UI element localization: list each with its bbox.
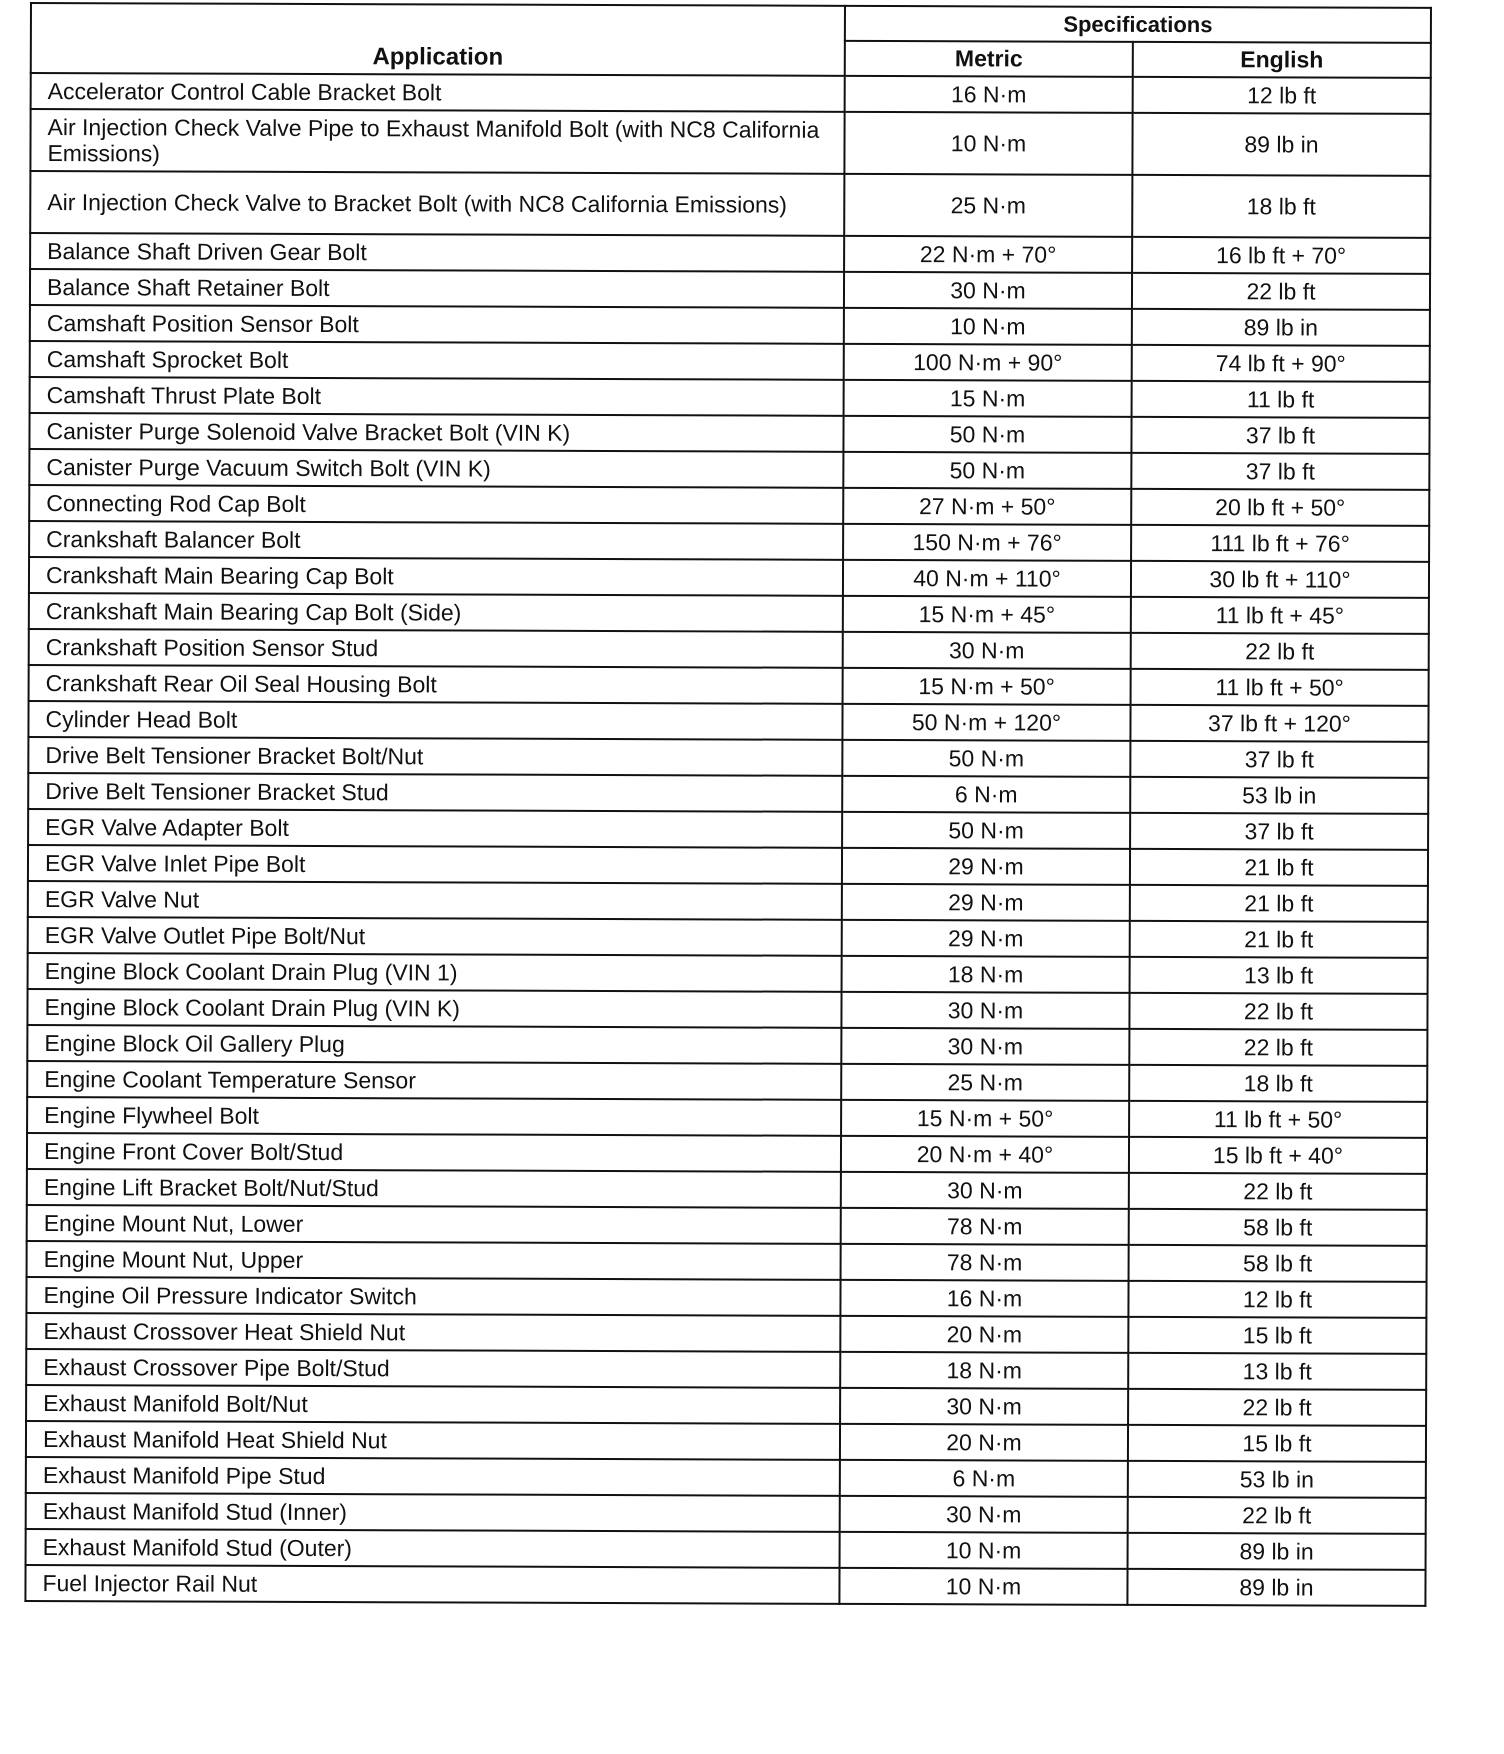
application-cell: EGR Valve Nut — [28, 881, 842, 920]
table-row — [29, 665, 1429, 706]
application-cell: Exhaust Crossover Heat Shield Nut — [26, 1313, 840, 1352]
table-row — [31, 73, 1431, 114]
english-value-cell: 37 lb ft — [1130, 741, 1428, 778]
english-value-cell: 11 lb ft + 50° — [1131, 669, 1429, 706]
metric-value-cell: 150 N·m + 76° — [843, 524, 1131, 561]
metric-value-cell: 30 N·m — [840, 1496, 1128, 1533]
metric-value-cell: 15 N·m + 50° — [841, 1100, 1129, 1137]
application-cell: Engine Block Coolant Drain Plug (VIN K) — [27, 989, 841, 1028]
table-row — [29, 557, 1429, 598]
table-row — [26, 1277, 1426, 1318]
metric-value-cell: 40 N·m + 110° — [843, 560, 1131, 597]
metric-value-cell: 6 N·m — [842, 776, 1130, 813]
metric-value-cell: 20 N·m + 40° — [841, 1136, 1129, 1173]
table-row — [27, 1025, 1427, 1066]
table-row — [27, 1061, 1427, 1102]
metric-value-cell: 6 N·m — [840, 1460, 1128, 1497]
application-cell: Crankshaft Position Sensor Stud — [29, 629, 843, 668]
metric-value-cell: 29 N·m — [842, 848, 1130, 885]
metric-value-cell: 18 N·m — [842, 956, 1130, 993]
metric-value-cell: 15 N·m + 50° — [843, 668, 1131, 705]
application-cell: Exhaust Manifold Stud (Inner) — [26, 1493, 840, 1532]
english-value-cell: 89 lb in — [1127, 1569, 1425, 1606]
application-cell: Drive Belt Tensioner Bracket Bolt/Nut — [28, 737, 842, 776]
table-row — [25, 1565, 1425, 1606]
application-cell: Canister Purge Vacuum Switch Bolt (VIN K) — [29, 449, 843, 488]
english-value-cell: 22 lb ft — [1129, 1173, 1427, 1210]
english-value-cell: 11 lb ft — [1132, 381, 1430, 418]
english-value-cell: 11 lb ft + 45° — [1131, 597, 1429, 634]
english-value-cell: 37 lb ft — [1130, 813, 1428, 850]
table-row — [26, 1457, 1426, 1498]
english-value-cell: 22 lb ft — [1129, 993, 1427, 1030]
metric-value-cell: 25 N·m — [844, 174, 1132, 237]
table-row — [26, 1421, 1426, 1462]
application-cell: Cylinder Head Bolt — [28, 701, 842, 740]
table-row — [28, 845, 1428, 886]
english-value-cell: 22 lb ft — [1131, 633, 1429, 670]
application-cell: Crankshaft Rear Oil Seal Housing Bolt — [29, 665, 843, 704]
column-header-english: English — [1133, 42, 1431, 78]
metric-value-cell: 50 N·m + 120° — [842, 704, 1130, 741]
metric-value-cell: 30 N·m — [840, 1388, 1128, 1425]
english-value-cell: 12 lb ft — [1128, 1281, 1426, 1318]
table-body — [25, 73, 1430, 1606]
table-row — [27, 989, 1427, 1030]
english-value-cell: 37 lb ft + 120° — [1130, 705, 1428, 742]
application-cell: Engine Front Cover Bolt/Stud — [27, 1133, 841, 1172]
application-cell: Exhaust Manifold Pipe Stud — [26, 1457, 840, 1496]
english-value-cell: 58 lb ft — [1129, 1245, 1427, 1282]
english-value-cell: 22 lb ft — [1129, 1029, 1427, 1066]
english-value-cell: 15 lb ft — [1128, 1425, 1426, 1462]
english-value-cell: 89 lb in — [1132, 309, 1430, 346]
column-header-specifications: Specifications — [845, 6, 1431, 43]
application-cell: Exhaust Manifold Bolt/Nut — [26, 1385, 840, 1424]
application-cell: Exhaust Crossover Pipe Bolt/Stud — [26, 1349, 840, 1388]
table-row — [26, 1313, 1426, 1354]
metric-value-cell: 30 N·m — [844, 272, 1132, 309]
table-row — [28, 881, 1428, 922]
english-value-cell: 15 lb ft — [1128, 1317, 1426, 1354]
english-value-cell: 18 lb ft — [1132, 175, 1430, 238]
table-row — [27, 1241, 1427, 1282]
application-cell: Air Injection Check Valve to Bracket Bolt (with NC8 California Emissions) — [30, 171, 844, 236]
table-row — [29, 485, 1429, 526]
metric-value-cell: 30 N·m — [843, 632, 1131, 669]
english-value-cell: 58 lb ft — [1129, 1209, 1427, 1246]
application-cell: Canister Purge Solenoid Valve Bracket Bolt (VIN K) — [29, 413, 843, 452]
english-value-cell: 53 lb in — [1130, 777, 1428, 814]
metric-value-cell: 78 N·m — [841, 1244, 1129, 1281]
english-value-cell: 20 lb ft + 50° — [1131, 489, 1429, 526]
metric-value-cell: 10 N·m — [844, 308, 1132, 345]
english-value-cell: 53 lb in — [1128, 1461, 1426, 1498]
english-value-cell: 22 lb ft — [1128, 1389, 1426, 1426]
english-value-cell: 13 lb ft — [1130, 957, 1428, 994]
metric-value-cell: 50 N·m — [842, 740, 1130, 777]
application-cell: Camshaft Position Sensor Bolt — [30, 305, 844, 344]
metric-value-cell: 20 N·m — [840, 1424, 1128, 1461]
application-cell: Exhaust Manifold Heat Shield Nut — [26, 1421, 840, 1460]
application-cell: Engine Oil Pressure Indicator Switch — [26, 1277, 840, 1316]
english-value-cell: 21 lb ft — [1130, 921, 1428, 958]
table-row — [28, 917, 1428, 958]
application-cell: Engine Mount Nut, Lower — [27, 1205, 841, 1244]
table-row — [28, 773, 1428, 814]
metric-value-cell: 25 N·m — [841, 1064, 1129, 1101]
metric-value-cell: 20 N·m — [840, 1316, 1128, 1353]
english-value-cell: 89 lb in — [1132, 113, 1430, 176]
application-cell: EGR Valve Outlet Pipe Bolt/Nut — [28, 917, 842, 956]
english-value-cell: 12 lb ft — [1133, 77, 1431, 114]
table-row — [27, 1133, 1427, 1174]
metric-value-cell: 30 N·m — [841, 992, 1129, 1029]
application-cell: Engine Lift Bracket Bolt/Nut/Stud — [27, 1169, 841, 1208]
application-cell: EGR Valve Adapter Bolt — [28, 809, 842, 848]
english-value-cell: 22 lb ft — [1128, 1497, 1426, 1534]
table-row — [30, 233, 1430, 274]
application-cell: Camshaft Sprocket Bolt — [30, 341, 844, 380]
english-value-cell: 21 lb ft — [1130, 885, 1428, 922]
english-value-cell: 15 lb ft + 40° — [1129, 1137, 1427, 1174]
torque-spec-table — [24, 2, 1432, 1607]
english-value-cell: 22 lb ft — [1132, 273, 1430, 310]
english-value-cell: 11 lb ft + 50° — [1129, 1101, 1427, 1138]
table-row — [30, 305, 1430, 346]
metric-value-cell: 16 N·m — [840, 1280, 1128, 1317]
english-value-cell: 13 lb ft — [1128, 1353, 1426, 1390]
table-row — [30, 109, 1430, 176]
metric-value-cell: 78 N·m — [841, 1208, 1129, 1245]
table-row — [27, 1169, 1427, 1210]
application-cell: Fuel Injector Rail Nut — [25, 1565, 839, 1604]
english-value-cell: 37 lb ft — [1131, 453, 1429, 490]
application-cell: Engine Block Coolant Drain Plug (VIN 1) — [28, 953, 842, 992]
application-cell: Accelerator Control Cable Bracket Bolt — [31, 73, 845, 112]
table-row — [29, 593, 1429, 634]
metric-value-cell: 18 N·m — [840, 1352, 1128, 1389]
english-value-cell: 111 lb ft + 76° — [1131, 525, 1429, 562]
application-cell: EGR Valve Inlet Pipe Bolt — [28, 845, 842, 884]
application-cell: Crankshaft Balancer Bolt — [29, 521, 843, 560]
table-row — [26, 1385, 1426, 1426]
english-value-cell: 21 lb ft — [1130, 849, 1428, 886]
metric-value-cell: 16 N·m — [845, 76, 1133, 113]
table-row — [30, 341, 1430, 382]
english-value-cell: 89 lb in — [1128, 1533, 1426, 1570]
metric-value-cell: 29 N·m — [842, 884, 1130, 921]
english-value-cell: 74 lb ft + 90° — [1132, 345, 1430, 382]
application-cell: Engine Block Oil Gallery Plug — [27, 1025, 841, 1064]
application-cell: Exhaust Manifold Stud (Outer) — [26, 1529, 840, 1568]
table-row — [29, 413, 1429, 454]
application-cell: Connecting Rod Cap Bolt — [29, 485, 843, 524]
table-row — [29, 521, 1429, 562]
application-cell: Balance Shaft Driven Gear Bolt — [30, 233, 844, 272]
table-row — [28, 953, 1428, 994]
metric-value-cell: 50 N·m — [843, 416, 1131, 453]
application-cell: Engine Flywheel Bolt — [27, 1097, 841, 1136]
application-cell: Crankshaft Main Bearing Cap Bolt — [29, 557, 843, 596]
metric-value-cell: 30 N·m — [841, 1028, 1129, 1065]
metric-value-cell: 29 N·m — [842, 920, 1130, 957]
table-row — [28, 809, 1428, 850]
metric-value-cell: 15 N·m + 45° — [843, 596, 1131, 633]
table-row — [30, 377, 1430, 418]
column-header-application: Application — [31, 3, 845, 76]
metric-value-cell: 50 N·m — [843, 452, 1131, 489]
metric-value-cell: 100 N·m + 90° — [844, 344, 1132, 381]
english-value-cell: 30 lb ft + 110° — [1131, 561, 1429, 598]
application-cell: Camshaft Thrust Plate Bolt — [30, 377, 844, 416]
metric-value-cell: 10 N·m — [840, 1532, 1128, 1569]
table-row — [29, 449, 1429, 490]
table-row — [30, 171, 1430, 238]
application-cell: Balance Shaft Retainer Bolt — [30, 269, 844, 308]
table-row — [26, 1349, 1426, 1390]
application-cell: Engine Coolant Temperature Sensor — [27, 1061, 841, 1100]
table-row — [29, 629, 1429, 670]
application-cell: Engine Mount Nut, Upper — [27, 1241, 841, 1280]
metric-value-cell: 30 N·m — [841, 1172, 1129, 1209]
table-row — [28, 701, 1428, 742]
metric-value-cell: 50 N·m — [842, 812, 1130, 849]
application-cell: Air Injection Check Valve Pipe to Exhaust Manifold Bolt (with NC8 California Emissions) — [30, 109, 844, 174]
table-row — [27, 1097, 1427, 1138]
metric-value-cell: 27 N·m + 50° — [843, 488, 1131, 525]
metric-value-cell: 10 N·m — [839, 1568, 1127, 1605]
application-cell: Drive Belt Tensioner Bracket Stud — [28, 773, 842, 812]
english-value-cell: 37 lb ft — [1131, 417, 1429, 454]
metric-value-cell: 22 N·m + 70° — [844, 236, 1132, 273]
table-row — [26, 1529, 1426, 1570]
english-value-cell: 18 lb ft — [1129, 1065, 1427, 1102]
english-value-cell: 16 lb ft + 70° — [1132, 237, 1430, 274]
column-header-metric: Metric — [845, 41, 1133, 77]
metric-value-cell: 10 N·m — [844, 112, 1132, 175]
table-row — [27, 1205, 1427, 1246]
table-row — [26, 1493, 1426, 1534]
metric-value-cell: 15 N·m — [844, 380, 1132, 417]
table-row — [28, 737, 1428, 778]
table-row — [30, 269, 1430, 310]
application-cell: Crankshaft Main Bearing Cap Bolt (Side) — [29, 593, 843, 632]
